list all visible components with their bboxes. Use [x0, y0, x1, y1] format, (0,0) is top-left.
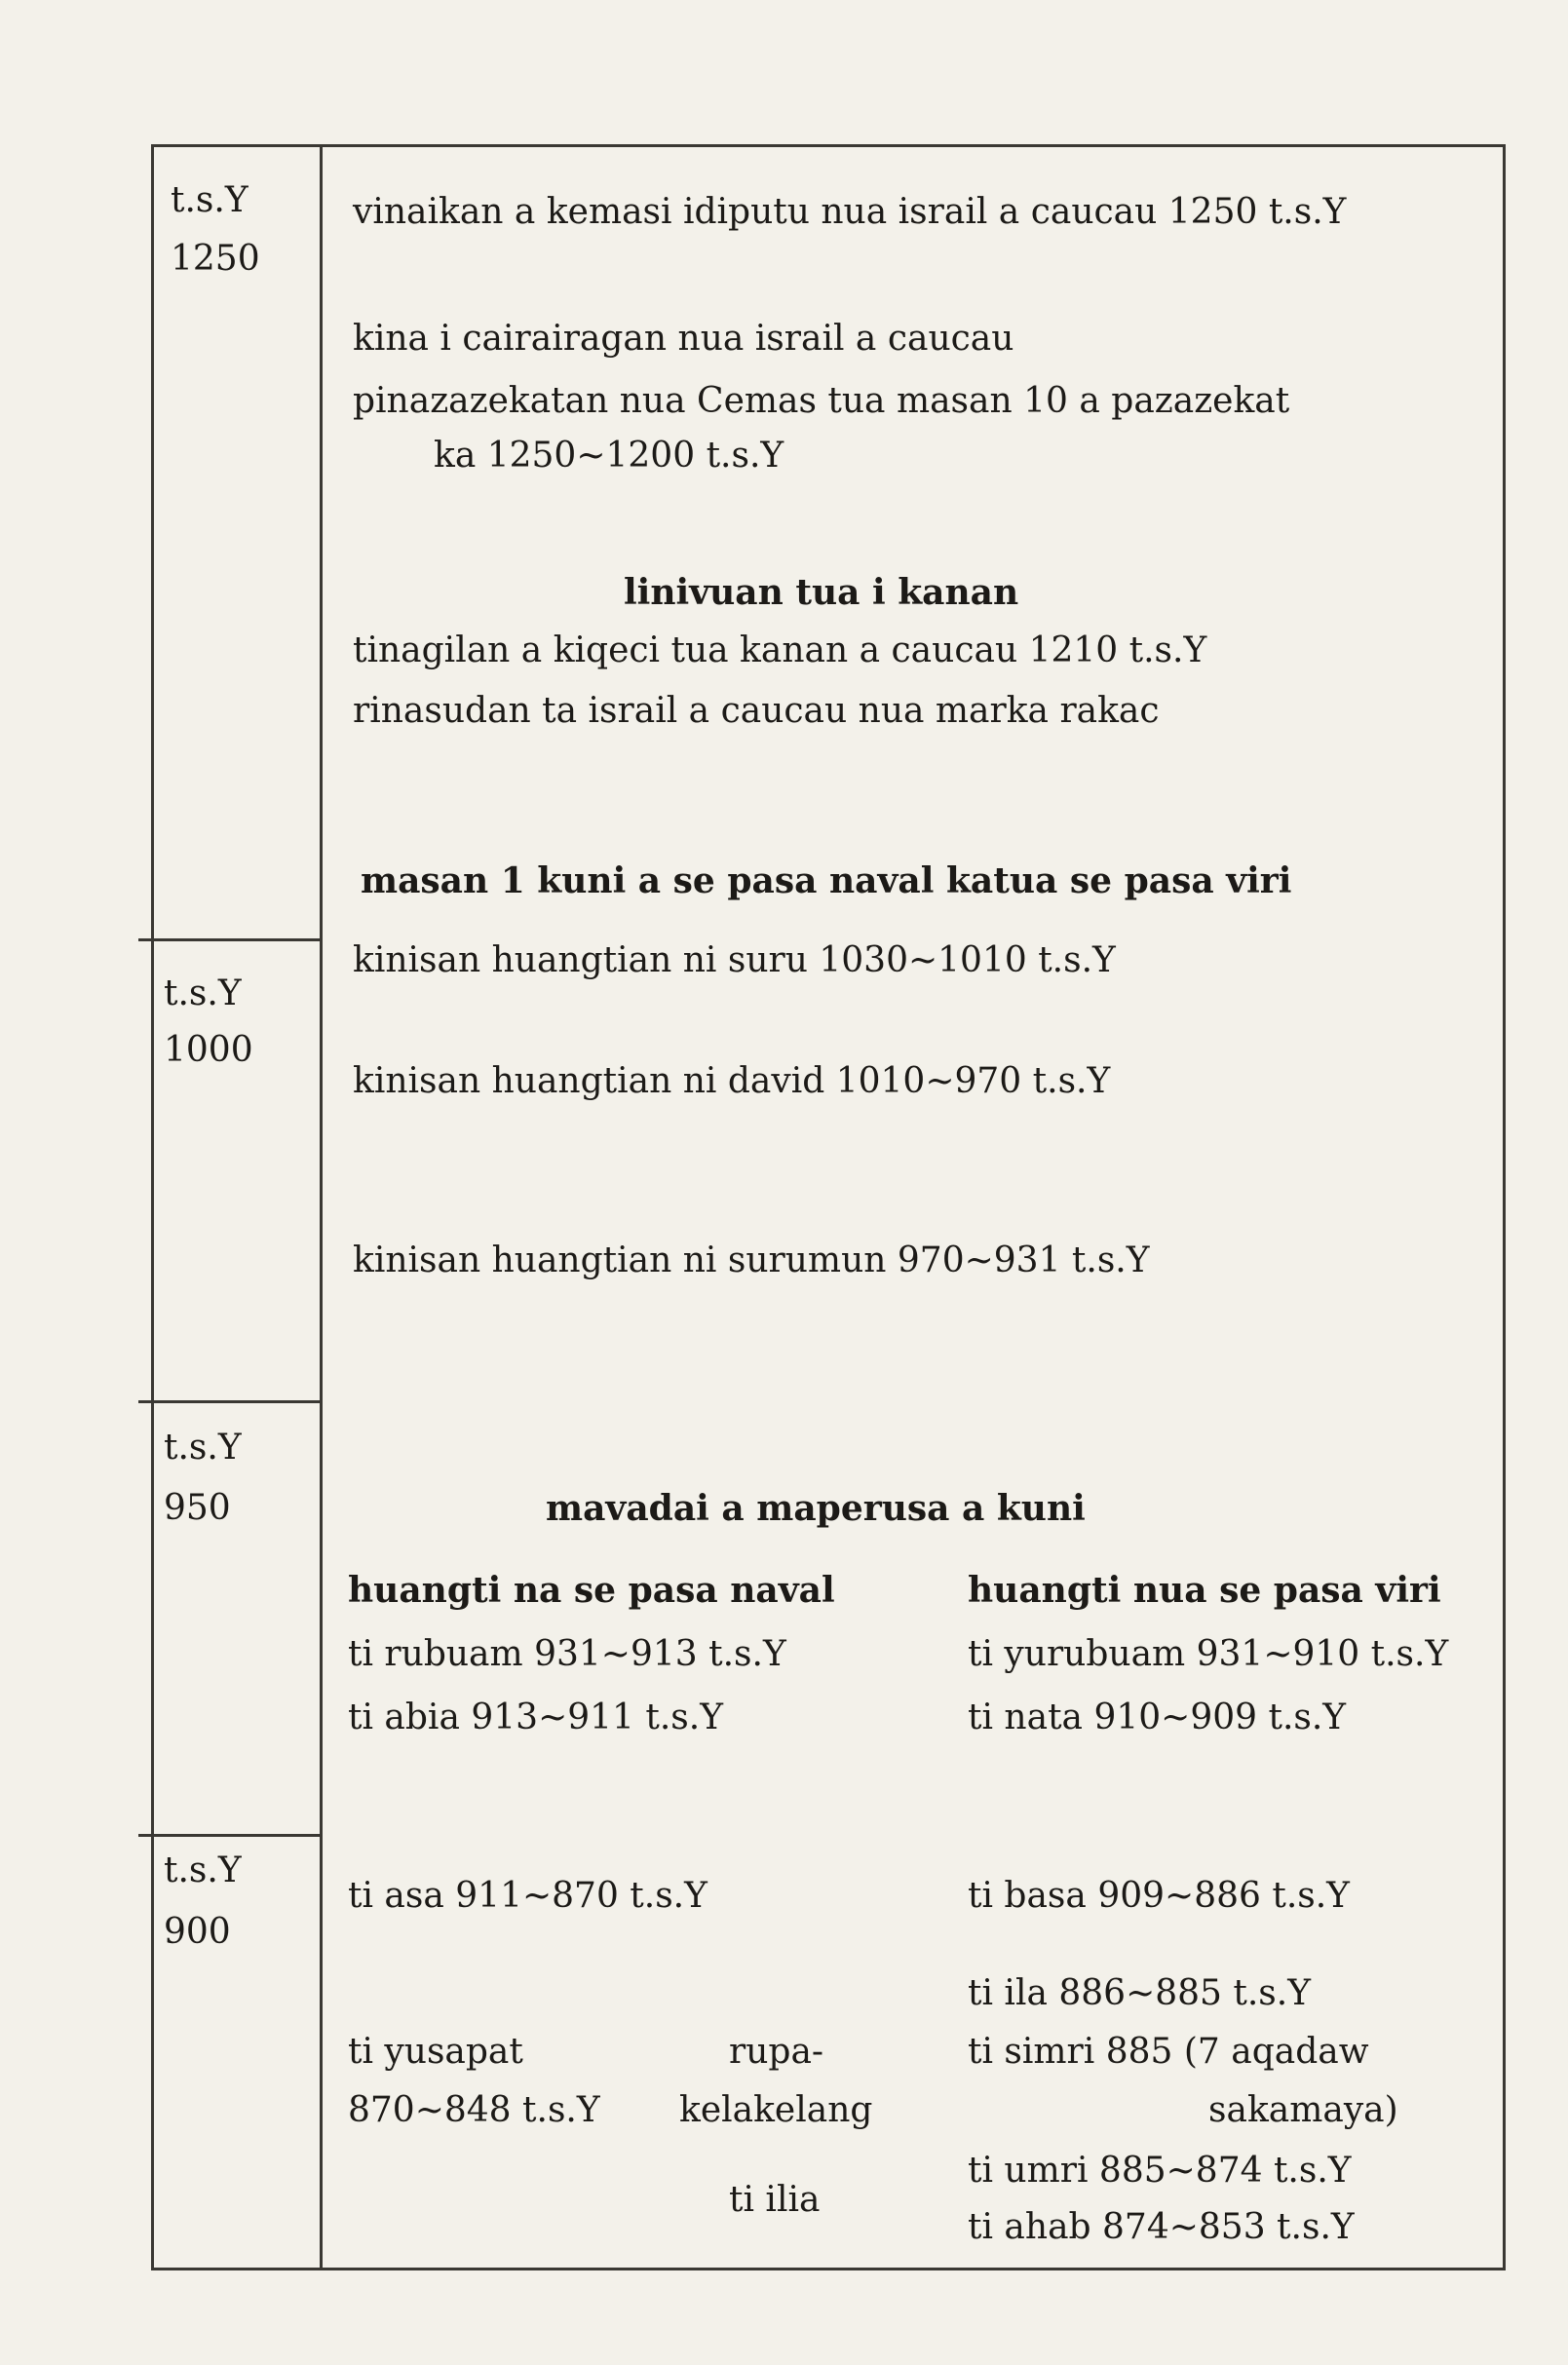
middle-note: rupa- [729, 2032, 824, 2072]
king-entry-right: ti yurubuam 931~910 t.s.Y [968, 1634, 1449, 1674]
king-entry-right: ti umri 885~874 t.s.Y [968, 2151, 1352, 2191]
paragraph: kinisan huangtian ni david 1010~970 t.s.Y [353, 1061, 1111, 1101]
row-separator [138, 1834, 322, 1837]
paragraph: tinagilan a kiqeci tua kanan a caucau 1210 t.s.Y [353, 630, 1207, 670]
king-entry-left: ti rubuam 931~913 t.s.Y [348, 1634, 786, 1674]
section-heading: masan 1 kuni a se pasa naval katua se pasa viri [361, 860, 1292, 901]
paragraph: kina i cairairagan nua israil a caucau [353, 319, 1014, 359]
section-heading: mavadai a maperusa a kuni [546, 1488, 1086, 1529]
paragraph: kinisan huangtian ni suru 1030~1010 t.s.Y [353, 940, 1116, 980]
king-entry-right: ti ila 886~885 t.s.Y [968, 1973, 1311, 2013]
side-label-era: t.s.Y [164, 1428, 242, 1468]
paragraph: ka 1250~1200 t.s.Y [434, 436, 784, 476]
side-label-year: 1000 [164, 1030, 253, 1070]
side-label-era: t.s.Y [164, 973, 242, 1013]
king-entry-left: ti asa 911~870 t.s.Y [348, 1876, 708, 1916]
column-divider [320, 144, 323, 2270]
middle-note: kelakelang [679, 2090, 873, 2130]
king-entry-left: 870~848 t.s.Y [348, 2090, 600, 2130]
king-entry-right: sakamaya) [1208, 2090, 1398, 2130]
side-label-era: t.s.Y [171, 180, 249, 220]
table-frame [151, 144, 1506, 2270]
king-entry-left: ti abia 913~911 t.s.Y [348, 1697, 723, 1737]
column-header-left: huangti na se pasa naval [348, 1570, 835, 1611]
side-label-year: 950 [164, 1488, 231, 1528]
paragraph: rinasudan ta israil a caucau nua marka rakac [353, 691, 1160, 731]
row-separator [138, 1400, 322, 1403]
paragraph: vinaikan a kemasi idiputu nua israil a caucau 1250 t.s.Y [353, 192, 1347, 232]
side-label-year: 1250 [171, 239, 260, 279]
king-entry-right: ti basa 909~886 t.s.Y [968, 1876, 1350, 1916]
paragraph: pinazazekatan nua Cemas tua masan 10 a pazazekat [353, 381, 1290, 421]
side-label-era: t.s.Y [164, 1850, 242, 1890]
king-entry-right: ti ahab 874~853 t.s.Y [968, 2207, 1355, 2247]
section-heading: linivuan tua i kanan [624, 572, 1019, 613]
middle-note: ti ilia [729, 2180, 821, 2220]
row-separator [138, 938, 322, 941]
paragraph: kinisan huangtian ni surumun 970~931 t.s.Y [353, 1240, 1150, 1280]
king-entry-left: ti yusapat [348, 2032, 523, 2072]
side-label-year: 900 [164, 1912, 231, 1952]
king-entry-right: ti nata 910~909 t.s.Y [968, 1697, 1347, 1737]
king-entry-right: ti simri 885 (7 aqadaw [968, 2032, 1369, 2072]
column-header-right: huangti nua se pasa viri [968, 1570, 1441, 1611]
